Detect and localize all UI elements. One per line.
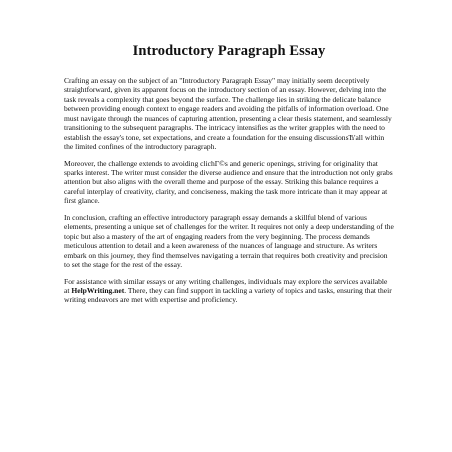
paragraph-4 bbox=[64, 277, 394, 305]
helpwriting-link[interactable]: HelpWriting.net bbox=[71, 286, 125, 295]
document-page bbox=[64, 44, 394, 312]
paragraph-1: Crafting an essay on the subject of an "Introductory Paragraph Essay" may initially seem deceptively straightforward, given its apparent focus on the introductory section of an essay. However, delving into the task reveals a complexity that goes beyond the surface. The challenge lies in striking the delicate balance between providing enough context to engage readers and avoiding the pitfalls of information overload. One must navigate through the nuances of capturing attention, presenting a clear thesis statement, and seamlessly transitioning to the subsequent paragraphs. The intricacy intensifies as the writer grapples with the need to establish the essay's tone, set expectations, and create a foundation for the ensuing discussionsЋ'all within the limited confines of the introductory paragraph. bbox=[64, 75, 392, 152]
paragraph-4-outro: . There, they can find support in tackling a variety of topics and tasks, ensuring that their writing endeavors are met with expertise and proficiency. bbox=[64, 286, 392, 305]
document-title: Introductory Paragraph Essay bbox=[132, 43, 326, 59]
paragraph-4-intro: For assistance with similar essays or any writing challenges, individuals may explore the services available at bbox=[64, 276, 388, 295]
paragraph-3: In conclusion, crafting an effective introductory paragraph essay demands a skillful blend of various elements, presenting a unique set of challenges for the writer. It requires not only a deep understanding of the topic but also a mastery of the art of engaging readers from the very beginning. The process demands meticulous attention to detail and a keen awareness of the nuances of language and structure. As writers embark on this journey, they find themselves navigating a terrain that requires both creativity and precision to set the stage for the rest of the essay. bbox=[64, 212, 394, 270]
paragraph-2: Moreover, the challenge extends to avoiding clichГ©s and generic openings, striving for originality that sparks interest. The writer must consider the diverse audience and ensure that the introduction not only grabs attention but also aligns with the overall theme and purpose of the essay. Striking this balance requires a careful interplay of creativity, clarity, and conciseness, making the task more intricate than it may appear at first glance. bbox=[64, 158, 393, 206]
